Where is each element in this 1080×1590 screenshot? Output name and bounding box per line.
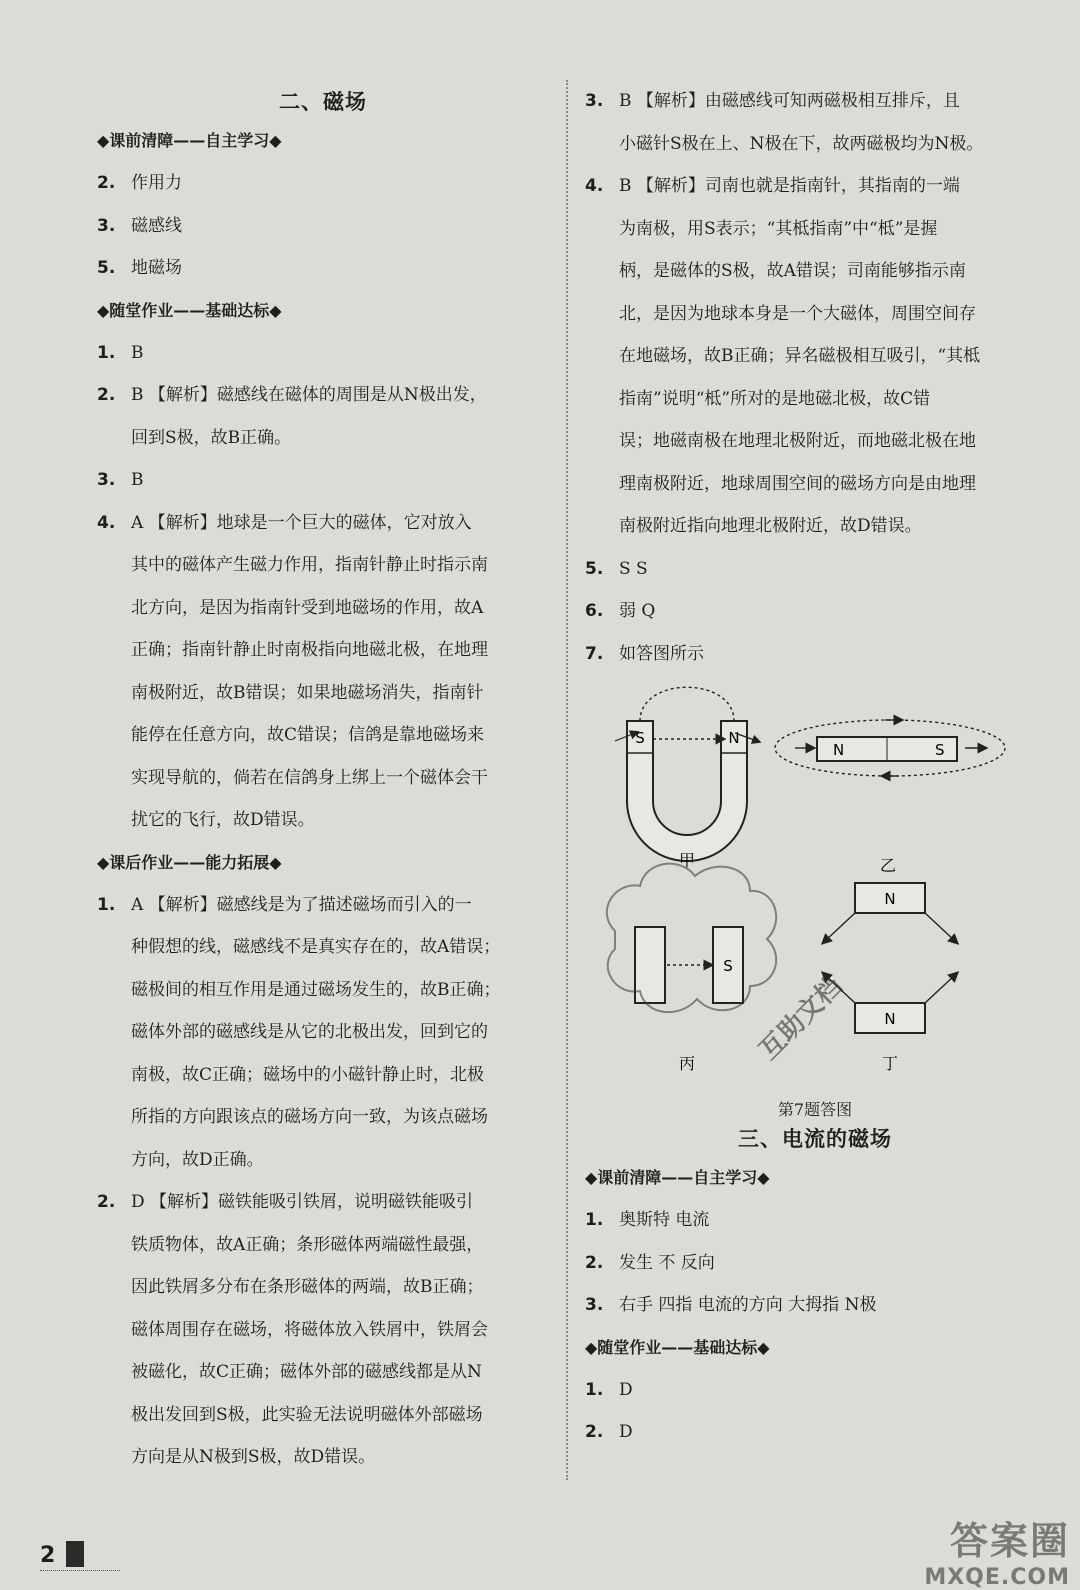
answer-number: 3. (97, 470, 116, 490)
answer-text: 磁感线 (131, 215, 182, 236)
answer-text: 实现导航的，倘若在信鸽身上绑上一个磁体会干 (131, 767, 488, 788)
answer-text: 扰它的飞行，故D错误。 (131, 810, 315, 830)
answer-text: 地磁场 (131, 258, 182, 278)
answer-item-continuation (97, 969, 549, 1012)
answer-text: 误；地磁南极在地理北极附近，而地磁北极在地 (619, 431, 976, 451)
ding-bottom-pole: N (884, 1010, 896, 1028)
section-heading: ◆随堂作业——基础达标◆ (97, 300, 282, 320)
diagram-label-yi: 乙 (879, 856, 897, 875)
answer-item (585, 1199, 1045, 1242)
answer-item-continuation (585, 250, 1045, 293)
answer-text: 南极附近指向地理北极附近，故D错误。 (619, 516, 922, 536)
diagram-label-bing: 丙 (678, 1054, 696, 1073)
jia-right-pole: N (728, 729, 740, 747)
answer-item (97, 332, 549, 375)
answer-text: 北，是因为地球本身是一个大磁体，周围空间存 (619, 303, 976, 324)
answer-text: 所指的方向跟该点的磁场方向一致，为该点磁场 (131, 1107, 488, 1127)
answer-item (585, 80, 1045, 123)
answer-item (585, 633, 1045, 676)
answer-text: B 【解析】由磁感线可知两磁极相互排斥，且 (619, 91, 960, 111)
answer-text: 弱 Q (619, 601, 656, 621)
answer-number: 3. (97, 215, 116, 236)
answer-item (97, 502, 549, 545)
answer-text: 作用力 (131, 173, 182, 193)
answer-text: 极出发回到S极，此实验无法说明磁体外部磁场 (131, 1404, 483, 1425)
answer-text: 其中的磁体产生磁力作用，指南针静止时指示南 (131, 555, 488, 575)
answer-item (585, 590, 1045, 633)
answer-item (97, 459, 549, 502)
magnetic-field-diagrams (585, 681, 1045, 1091)
bing-right-pole: S (723, 957, 733, 975)
answer-item-continuation (97, 1394, 549, 1437)
answer-number: 3. (585, 91, 604, 111)
answer-item-continuation (585, 505, 1045, 548)
right-column-answers (585, 80, 1045, 675)
answer-number: 5. (585, 558, 604, 579)
answer-item (585, 1242, 1045, 1285)
answer-item (585, 1411, 1045, 1454)
question-7-figure (585, 681, 1045, 1121)
answer-text: 正确；指南针静止时南极指向地磁北极，在地理 (131, 640, 488, 660)
answer-text: A 【解析】磁感线是为了描述磁场而引入的一 (131, 894, 472, 915)
page-number-bar (66, 1541, 84, 1567)
answer-text: 南极附近，故B错误；如果地磁场消失，指南针 (131, 682, 484, 703)
answer-text: 在地磁场，故B正确；异名磁极相互吸引，“其柢 (619, 346, 981, 366)
answer-text: B 【解析】司南也就是指南针，其指南的一端 (619, 176, 960, 196)
answer-text: D (619, 1379, 633, 1400)
answer-text: D (619, 1422, 633, 1442)
page-number: 2 (40, 1543, 56, 1568)
answer-item (97, 205, 549, 248)
answer-text: 方向是从N极到S极，故D错误。 (131, 1447, 376, 1467)
answer-item-continuation (97, 544, 549, 587)
answer-item-continuation (97, 1096, 549, 1139)
answer-item (585, 165, 1045, 208)
corner-watermark (924, 1510, 1070, 1590)
answer-text: 方向，故D正确。 (131, 1149, 264, 1170)
answer-number: 1. (97, 342, 116, 363)
left-column-body (97, 126, 549, 1479)
answer-item-continuation (97, 714, 549, 757)
answer-text: A 【解析】地球是一个巨大的磁体，它对放入 (131, 512, 472, 533)
answer-number: 7. (585, 643, 604, 664)
diagram-yi-bar-magnet (775, 720, 1005, 875)
answer-number: 3. (585, 1295, 604, 1315)
answer-item-continuation (585, 208, 1045, 251)
answer-number: 1. (585, 1210, 604, 1230)
answer-number: 1. (97, 894, 116, 915)
answer-item-continuation (97, 1011, 549, 1054)
answer-number: 1. (585, 1379, 604, 1400)
diagram-label-ding: 丁 (881, 1054, 899, 1073)
answer-item (585, 548, 1045, 591)
answer-item (585, 1284, 1045, 1327)
answer-item-continuation (97, 1266, 549, 1309)
answer-text: 如答图所示 (619, 643, 704, 664)
answer-text: S S (619, 558, 648, 579)
answer-text: D 【解析】磁铁能吸引铁屑，说明磁铁能吸引 (131, 1192, 474, 1212)
answer-text: 回到S极，故B正确。 (131, 427, 292, 448)
answer-item-continuation (97, 757, 549, 800)
answer-item-continuation (97, 417, 549, 460)
answer-text: 铁质物体，故A正确；条形磁体两端磁性最强， (131, 1234, 484, 1255)
answer-text: 因此铁屑多分布在条形磁体的两端，故B正确； (131, 1277, 484, 1297)
answer-text: 南极，故C正确；磁场中的小磁针静止时，北极 (131, 1064, 485, 1085)
answer-number: 2. (585, 1422, 604, 1442)
answer-item (97, 162, 549, 205)
answer-text: 指南”说明“柢”所对的是地磁北极，故C错 (619, 388, 931, 409)
answer-item-continuation (97, 1054, 549, 1097)
answer-text: B (131, 342, 144, 363)
section-title-magnetic-field: 二、磁场 (279, 89, 367, 114)
yi-right-pole: S (935, 741, 945, 759)
answer-text: 种假想的线，磁感线不是真实存在的，故A错误； (131, 937, 501, 957)
answer-item-continuation (97, 1309, 549, 1352)
answer-item-continuation (585, 378, 1045, 421)
answer-item (585, 1369, 1045, 1412)
answer-text: 柄，是磁体的S极，故A错误；司南能够指示南 (619, 261, 966, 281)
section-heading: ◆课后作业——能力拓展◆ (97, 852, 282, 872)
column-divider (566, 80, 568, 1480)
left-column (97, 80, 549, 1479)
stamp-text: 互助文档 (753, 971, 849, 1066)
answer-text: 磁体周围存在磁场，将磁体放入铁屑中，铁屑会 (131, 1319, 488, 1340)
section-heading: ◆课前清障——自主学习◆ (585, 1168, 770, 1187)
answer-item-continuation (97, 926, 549, 969)
section-heading: ◆随堂作业——基础达标◆ (585, 1337, 770, 1357)
answer-item-continuation (97, 799, 549, 842)
answer-number: 4. (97, 512, 116, 533)
answer-item (97, 1181, 549, 1224)
corner-watermark-logo: 答案圈 (949, 1519, 1070, 1563)
answer-text: 奥斯特 电流 (619, 1210, 710, 1230)
answer-item-continuation (97, 1351, 549, 1394)
answer-text: 北方向，是因为指南针受到地磁场的作用，故A (131, 597, 484, 618)
answer-number: 5. (97, 258, 116, 278)
answer-item (97, 884, 549, 927)
answer-item-continuation (585, 335, 1045, 378)
answer-number: 2. (585, 1252, 604, 1273)
answer-number: 4. (585, 176, 604, 196)
answer-text: 右手 四指 电流的方向 大拇指 N极 (619, 1295, 877, 1315)
answer-item-continuation (97, 672, 549, 715)
answer-number: 2. (97, 385, 116, 405)
answer-item-continuation (97, 1139, 549, 1182)
answer-number: 6. (585, 601, 604, 621)
answer-item (97, 247, 549, 290)
answer-item-continuation (97, 629, 549, 672)
answer-text: 发生 不 反向 (619, 1252, 715, 1273)
answer-text: 理南极附近，地球周围空间的磁场方向是由地理 (619, 473, 976, 494)
answer-item-continuation (97, 1224, 549, 1267)
ding-top-pole: N (884, 890, 896, 908)
answer-text: 小磁针S极在上、N极在下，故两磁极均为N极。 (619, 133, 984, 154)
answer-text: 能停在任意方向，故C错误；信鸽是靠地磁场来 (131, 725, 485, 745)
diagram-ding-magnets (825, 883, 955, 1073)
figure-caption: 第7题答图 (777, 1100, 853, 1119)
answer-text: B 【解析】磁感线在磁体的周围是从N极出发， (131, 385, 487, 405)
answer-item-continuation (585, 293, 1045, 336)
right-column-section-2 (585, 1163, 1045, 1454)
corner-watermark-url: MXQE.COM (924, 1565, 1070, 1590)
answer-text: 为南极，用S表示；“其柢指南”中“柢”是握 (619, 218, 938, 239)
answer-number: 2. (97, 173, 116, 193)
page-footer-line (40, 1570, 120, 1571)
answer-item-continuation (585, 420, 1045, 463)
right-column (585, 80, 1045, 1454)
yi-left-pole: N (833, 741, 845, 759)
answer-text: 磁体外部的磁感线是从它的北极出发，回到它的 (131, 1022, 488, 1042)
diagram-label-jia: 甲 (678, 851, 696, 870)
answer-text: B (131, 470, 144, 490)
section-heading: ◆课前清障——自主学习◆ (97, 131, 282, 150)
answer-item-continuation (585, 123, 1045, 166)
answer-item-continuation (97, 1436, 549, 1479)
jia-left-pole: S (635, 729, 645, 747)
answer-text: 被磁化，故C正确；磁体外部的磁感线都是从N (131, 1362, 482, 1382)
answer-item-continuation (97, 587, 549, 630)
answer-text: 磁极间的相互作用是通过磁场发生的，故B正确； (131, 979, 501, 1000)
section-title-current-magnetic-field: 三、电流的磁场 (738, 1126, 892, 1151)
diagram-jia-u-magnet (615, 687, 757, 870)
answer-item (97, 374, 549, 417)
answer-number: 2. (97, 1192, 116, 1212)
answer-item-continuation (585, 463, 1045, 506)
diagram-bing-magnets (635, 927, 743, 1073)
